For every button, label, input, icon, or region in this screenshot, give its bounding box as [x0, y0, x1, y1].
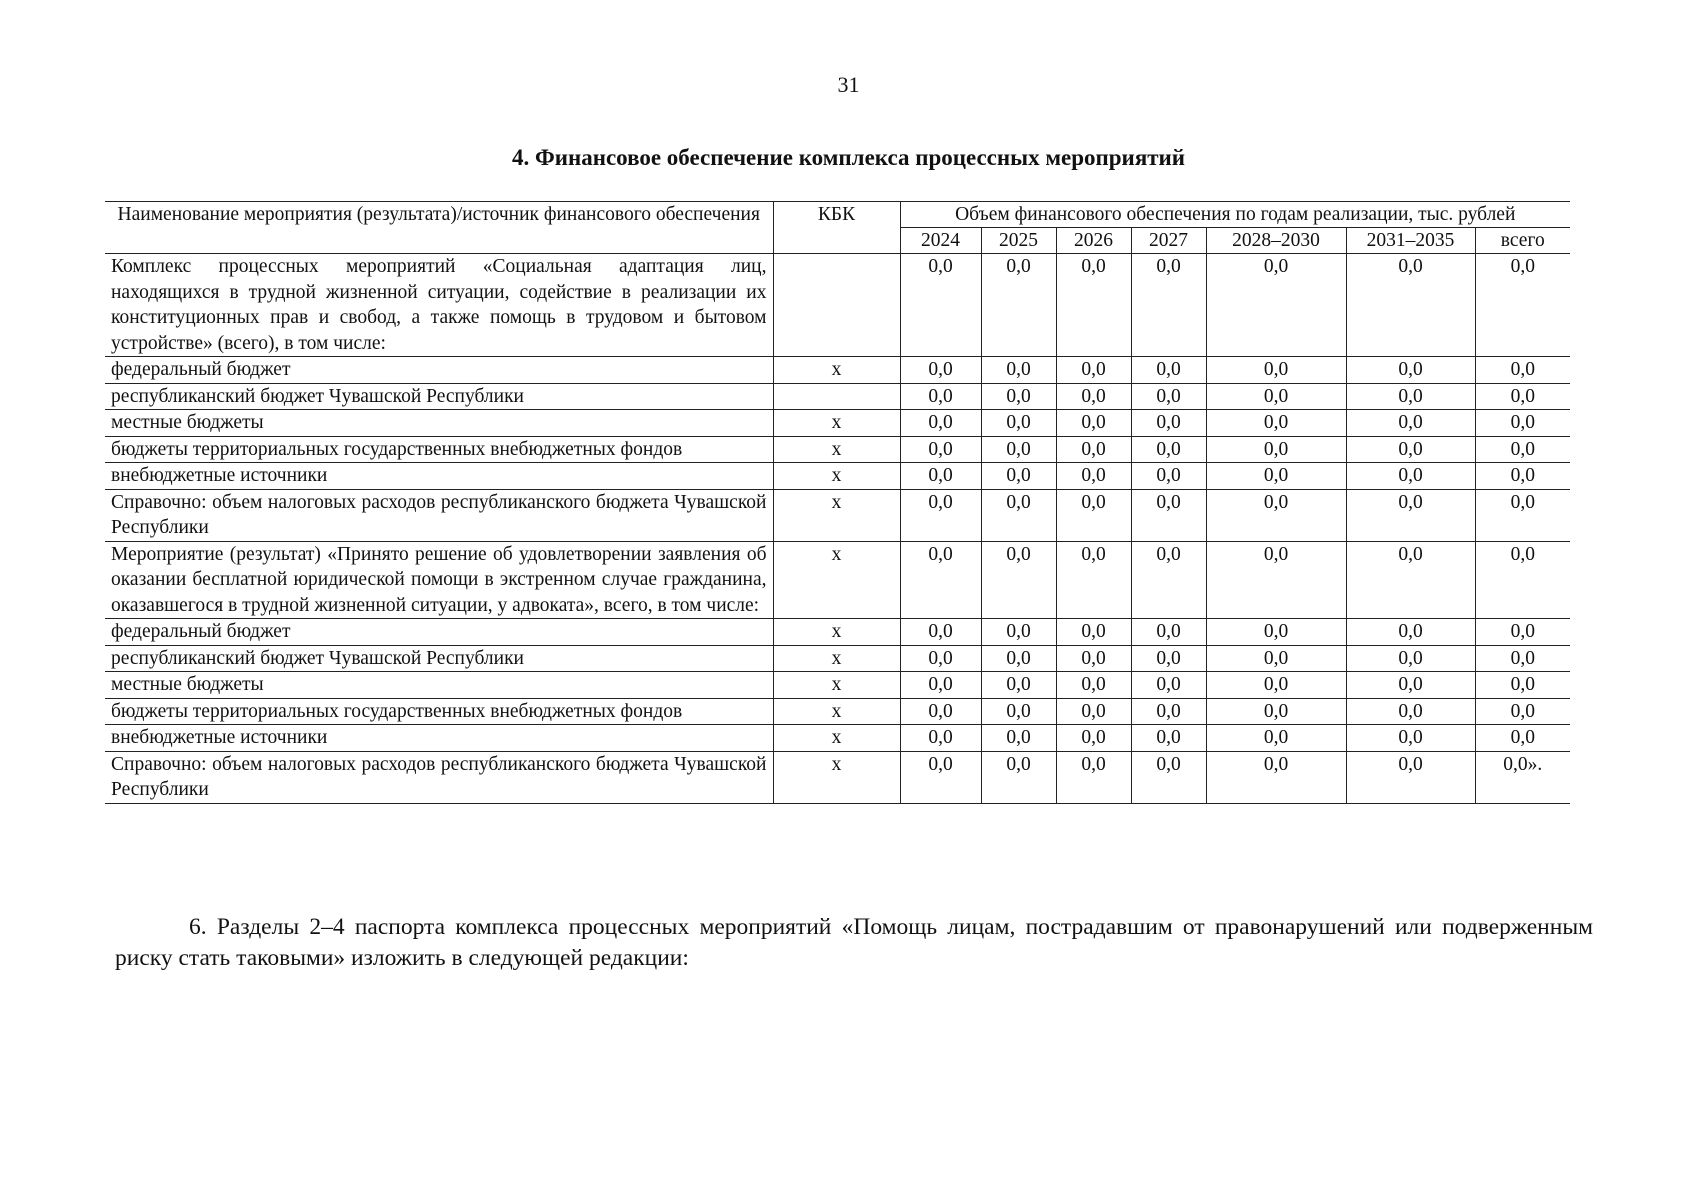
- row-year-value: 0,0: [1131, 698, 1206, 725]
- row-year-value: 0,0: [900, 463, 981, 490]
- row-total-value: 0,0: [1475, 619, 1570, 646]
- row-year-value: 0,0: [1131, 541, 1206, 619]
- row-year-value: 0,0: [900, 725, 981, 752]
- row-name: республиканский бюджет Чувашской Республики: [105, 383, 773, 410]
- row-total-value: 0,0: [1475, 254, 1570, 357]
- row-year-value: 0,0: [1131, 619, 1206, 646]
- header-total: всего: [1475, 228, 1570, 254]
- row-year-value: 0,0: [900, 645, 981, 672]
- amendment-paragraph: 6. Разделы 2–4 паспорта комплекса процессных мероприятий «Помощь лицам, пострадавшим от правонарушений или подверженным риску стать таковыми» изложить в следующей редакции:: [115, 914, 1593, 971]
- row-year-value: 0,0: [900, 383, 981, 410]
- row-kbk: х: [773, 357, 900, 384]
- row-year-value: 0,0: [1131, 254, 1206, 357]
- row-year-value: 0,0: [981, 698, 1056, 725]
- row-year-value: 0,0: [1206, 619, 1346, 646]
- row-year-value: 0,0: [1056, 489, 1131, 541]
- row-year-value: 0,0: [1056, 725, 1131, 752]
- header-year: 2026: [1056, 228, 1131, 254]
- table-row: [105, 751, 1570, 803]
- section-title: 4. Финансовое обеспечение комплекса процессных мероприятий: [511, 145, 1186, 170]
- row-year-value: 0,0: [1056, 436, 1131, 463]
- row-year-value: 0,0: [1056, 751, 1131, 803]
- row-year-value: 0,0: [1056, 357, 1131, 384]
- row-year-value: 0,0: [1131, 725, 1206, 752]
- row-year-value: 0,0: [900, 254, 981, 357]
- row-total-value: 0,0: [1475, 383, 1570, 410]
- row-total-value: 0,0: [1475, 410, 1570, 437]
- row-year-value: 0,0: [1206, 698, 1346, 725]
- row-kbk: х: [773, 645, 900, 672]
- row-year-value: 0,0: [1056, 672, 1131, 699]
- row-year-value: 0,0: [1206, 672, 1346, 699]
- row-kbk: х: [773, 541, 900, 619]
- row-year-value: 0,0: [1056, 698, 1131, 725]
- row-total-value: 0,0: [1475, 357, 1570, 384]
- header-year: 2025: [981, 228, 1056, 254]
- row-year-value: 0,0: [1131, 672, 1206, 699]
- row-year-value: 0,0: [1346, 619, 1475, 646]
- table-row: [105, 541, 1570, 619]
- row-kbk: х: [773, 410, 900, 437]
- table-row: [105, 698, 1570, 725]
- row-year-value: 0,0: [1346, 698, 1475, 725]
- page-number: 31: [837, 72, 860, 97]
- header-year: 2031–2035: [1346, 228, 1475, 254]
- row-year-value: 0,0: [900, 698, 981, 725]
- row-kbk: х: [773, 436, 900, 463]
- row-year-value: 0,0: [1056, 619, 1131, 646]
- header-kbk: КБК: [773, 202, 900, 254]
- row-year-value: 0,0: [1206, 357, 1346, 384]
- table-row: [105, 436, 1570, 463]
- table-row: [105, 645, 1570, 672]
- row-year-value: 0,0: [1346, 489, 1475, 541]
- row-total-value: 0,0: [1475, 436, 1570, 463]
- row-year-value: 0,0: [1346, 725, 1475, 752]
- row-year-value: 0,0: [981, 383, 1056, 410]
- row-year-value: 0,0: [900, 436, 981, 463]
- row-year-value: 0,0: [981, 541, 1056, 619]
- row-name: республиканский бюджет Чувашской Республики: [105, 645, 773, 672]
- row-total-value: 0,0».: [1475, 751, 1570, 803]
- row-year-value: 0,0: [1346, 357, 1475, 384]
- row-total-value: 0,0: [1475, 645, 1570, 672]
- row-year-value: 0,0: [1206, 383, 1346, 410]
- row-kbk: [773, 383, 900, 410]
- row-year-value: 0,0: [1206, 436, 1346, 463]
- row-kbk: х: [773, 463, 900, 490]
- row-year-value: 0,0: [1131, 383, 1206, 410]
- row-year-value: 0,0: [1131, 645, 1206, 672]
- row-name: федеральный бюджет: [105, 357, 773, 384]
- row-year-value: 0,0: [1056, 645, 1131, 672]
- row-name: местные бюджеты: [105, 672, 773, 699]
- row-year-value: 0,0: [1346, 463, 1475, 490]
- row-year-value: 0,0: [981, 489, 1056, 541]
- row-year-value: 0,0: [1131, 410, 1206, 437]
- table-row: [105, 619, 1570, 646]
- row-year-value: 0,0: [1206, 751, 1346, 803]
- row-year-value: 0,0: [1056, 541, 1131, 619]
- row-year-value: 0,0: [1206, 645, 1346, 672]
- row-year-value: 0,0: [900, 357, 981, 384]
- row-year-value: 0,0: [1056, 254, 1131, 357]
- row-year-value: 0,0: [981, 410, 1056, 437]
- row-total-value: 0,0: [1475, 541, 1570, 619]
- financing-table: [105, 201, 1570, 804]
- table-row: [105, 357, 1570, 384]
- table-row: [105, 254, 1570, 357]
- row-year-value: 0,0: [1346, 751, 1475, 803]
- row-year-value: 0,0: [1346, 672, 1475, 699]
- row-name: Мероприятие (результат) «Принято решение об удовлетворении заявления об оказании бесплатной юридической помощи в экстренном случае гражданина, оказавшегося в трудной жизненной ситуации, у адвоката», всего, в том числе:: [105, 541, 773, 619]
- row-year-value: 0,0: [1206, 254, 1346, 357]
- row-year-value: 0,0: [1346, 645, 1475, 672]
- table-row: [105, 383, 1570, 410]
- row-name: федеральный бюджет: [105, 619, 773, 646]
- row-total-value: 0,0: [1475, 463, 1570, 490]
- table-row: [105, 463, 1570, 490]
- row-year-value: 0,0: [1131, 463, 1206, 490]
- table-row: [105, 489, 1570, 541]
- row-kbk: [773, 254, 900, 357]
- row-year-value: 0,0: [1206, 463, 1346, 490]
- row-year-value: 0,0: [981, 672, 1056, 699]
- row-kbk: х: [773, 698, 900, 725]
- row-year-value: 0,0: [900, 619, 981, 646]
- row-year-value: 0,0: [981, 463, 1056, 490]
- header-year: 2024: [900, 228, 981, 254]
- row-year-value: 0,0: [1206, 541, 1346, 619]
- row-name: внебюджетные источники: [105, 725, 773, 752]
- row-year-value: 0,0: [1346, 436, 1475, 463]
- row-name: Комплекс процессных мероприятий «Социальная адаптация лиц, находящихся в трудной жизненной ситуации, содействие в реализации их конституционных прав и свобод, а также помощь в трудовом и бытовом устройстве» (всего), в том числе:: [105, 254, 773, 357]
- row-year-value: 0,0: [900, 751, 981, 803]
- row-kbk: х: [773, 619, 900, 646]
- row-year-value: 0,0: [981, 357, 1056, 384]
- row-year-value: 0,0: [1206, 725, 1346, 752]
- table-row: [105, 672, 1570, 699]
- row-year-value: 0,0: [900, 672, 981, 699]
- row-year-value: 0,0: [981, 645, 1056, 672]
- row-total-value: 0,0: [1475, 698, 1570, 725]
- row-name: местные бюджеты: [105, 410, 773, 437]
- row-year-value: 0,0: [981, 436, 1056, 463]
- row-kbk: х: [773, 751, 900, 803]
- row-year-value: 0,0: [1056, 410, 1131, 437]
- row-year-value: 0,0: [1346, 383, 1475, 410]
- row-year-value: 0,0: [1131, 436, 1206, 463]
- row-total-value: 0,0: [1475, 725, 1570, 752]
- row-total-value: 0,0: [1475, 672, 1570, 699]
- row-year-value: 0,0: [1346, 254, 1475, 357]
- row-name: Справочно: объем налоговых расходов республиканского бюджета Чувашской Республики: [105, 489, 773, 541]
- row-name: внебюджетные источники: [105, 463, 773, 490]
- table-header-row: [105, 202, 1570, 228]
- row-year-value: 0,0: [1206, 410, 1346, 437]
- row-year-value: 0,0: [1206, 489, 1346, 541]
- row-year-value: 0,0: [1346, 410, 1475, 437]
- row-year-value: 0,0: [900, 489, 981, 541]
- row-kbk: х: [773, 672, 900, 699]
- header-volume: Объем финансового обеспечения по годам реализации, тыс. рублей: [900, 202, 1570, 228]
- row-year-value: 0,0: [981, 254, 1056, 357]
- row-year-value: 0,0: [1346, 541, 1475, 619]
- header-name: Наименование мероприятия (результата)/источник финансового обеспечения: [105, 202, 773, 254]
- row-name: Справочно: объем налоговых расходов республиканского бюджета Чувашской Республики: [105, 751, 773, 803]
- row-year-value: 0,0: [1056, 383, 1131, 410]
- row-year-value: 0,0: [1131, 489, 1206, 541]
- header-year: 2027: [1131, 228, 1206, 254]
- row-name: бюджеты территориальных государственных внебюджетных фондов: [105, 436, 773, 463]
- row-name: бюджеты территориальных государственных внебюджетных фондов: [105, 698, 773, 725]
- row-year-value: 0,0: [1131, 751, 1206, 803]
- row-total-value: 0,0: [1475, 489, 1570, 541]
- row-year-value: 0,0: [900, 541, 981, 619]
- row-year-value: 0,0: [981, 751, 1056, 803]
- table-row: [105, 410, 1570, 437]
- table-body: [105, 254, 1570, 804]
- row-year-value: 0,0: [981, 725, 1056, 752]
- row-year-value: 0,0: [1056, 463, 1131, 490]
- row-kbk: х: [773, 725, 900, 752]
- row-year-value: 0,0: [1131, 357, 1206, 384]
- row-year-value: 0,0: [900, 410, 981, 437]
- row-kbk: х: [773, 489, 900, 541]
- table-row: [105, 725, 1570, 752]
- header-year: 2028–2030: [1206, 228, 1346, 254]
- row-year-value: 0,0: [981, 619, 1056, 646]
